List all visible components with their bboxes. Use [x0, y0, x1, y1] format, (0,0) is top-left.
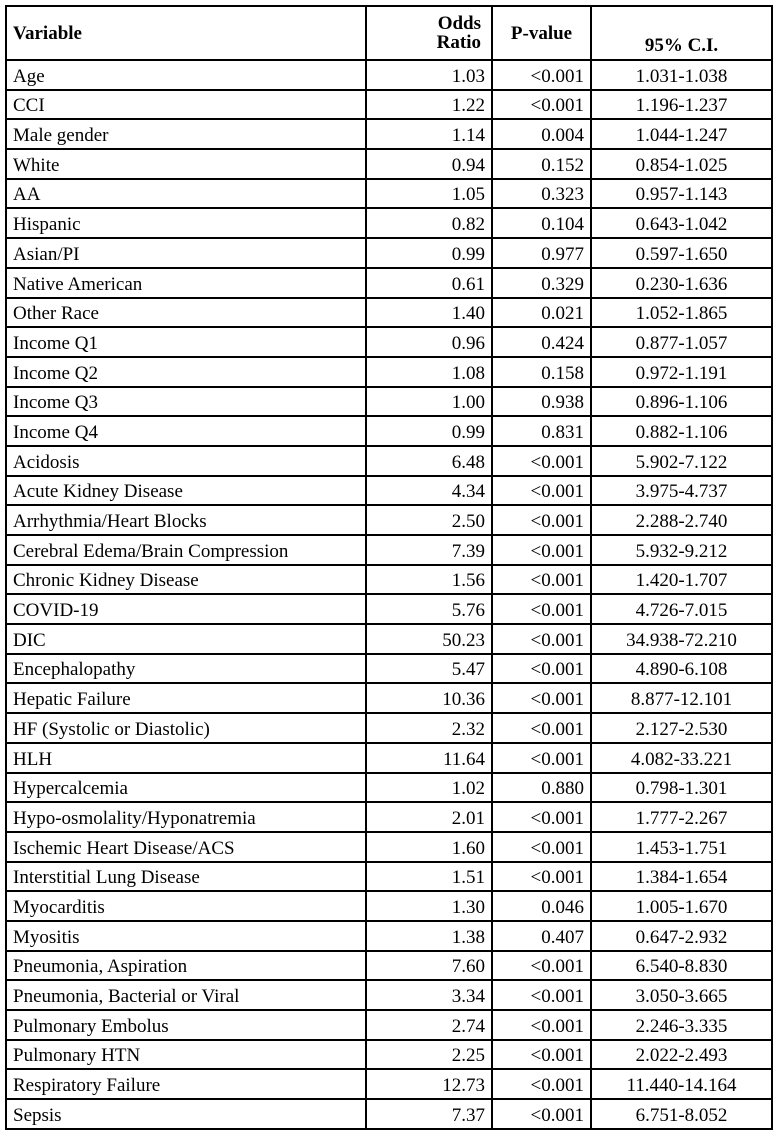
table-row [6, 208, 772, 238]
cell-ci: 2.022-2.493 [591, 1040, 772, 1070]
cell-variable: Income Q2 [6, 357, 366, 387]
table-row [6, 119, 772, 149]
cell-variable: Encephalopathy [6, 654, 366, 684]
table-row [6, 298, 772, 328]
cell-ci: 0.643-1.042 [591, 208, 772, 238]
cell-ci: 2.288-2.740 [591, 505, 772, 535]
table-row [6, 476, 772, 506]
cell-variable: Respiratory Failure [6, 1069, 366, 1099]
cell-variable: Interstitial Lung Disease [6, 862, 366, 892]
table-row [6, 624, 772, 654]
cell-odds-ratio: 1.02 [366, 773, 492, 803]
table-row [6, 773, 772, 803]
cell-p-value: 0.021 [492, 298, 591, 328]
table-row [6, 565, 772, 595]
cell-odds-ratio: 1.00 [366, 387, 492, 417]
header-ci-label: 95% C.I. [644, 35, 719, 56]
cell-variable: Other Race [6, 298, 366, 328]
table-row [6, 535, 772, 565]
header-odds-ratio-line2: Ratio [436, 32, 481, 53]
cell-variable: Male gender [6, 119, 366, 149]
cell-odds-ratio: 7.37 [366, 1099, 492, 1129]
cell-p-value: <0.001 [492, 535, 591, 565]
table-row [6, 327, 772, 357]
cell-odds-ratio: 7.60 [366, 951, 492, 981]
cell-ci: 8.877-12.101 [591, 683, 772, 713]
cell-odds-ratio: 0.82 [366, 208, 492, 238]
cell-p-value: 0.104 [492, 208, 591, 238]
cell-ci: 1.005-1.670 [591, 891, 772, 921]
cell-p-value: 0.329 [492, 268, 591, 298]
table-row [6, 1099, 772, 1129]
cell-variable: CCI [6, 90, 366, 120]
table-row [6, 891, 772, 921]
cell-p-value: 0.424 [492, 327, 591, 357]
cell-variable: HLH [6, 743, 366, 773]
cell-p-value: <0.001 [492, 594, 591, 624]
cell-ci: 2.246-3.335 [591, 1010, 772, 1040]
header-odds-ratio-line1: Odds [437, 13, 481, 34]
table-row [6, 980, 772, 1010]
table-row [6, 862, 772, 892]
cell-p-value: <0.001 [492, 713, 591, 743]
cell-odds-ratio: 0.99 [366, 416, 492, 446]
cell-variable: Myositis [6, 921, 366, 951]
table-row [6, 90, 772, 120]
table-row [6, 713, 772, 743]
cell-ci: 0.882-1.106 [591, 416, 772, 446]
table-row [6, 505, 772, 535]
table-row [6, 1040, 772, 1070]
cell-ci: 6.751-8.052 [591, 1099, 772, 1129]
cell-variable: Ischemic Heart Disease/ACS [6, 832, 366, 862]
cell-variable: Hypo-osmolality/Hyponatremia [6, 802, 366, 832]
cell-p-value: 0.004 [492, 119, 591, 149]
cell-odds-ratio: 1.22 [366, 90, 492, 120]
cell-variable: Pulmonary Embolus [6, 1010, 366, 1040]
cell-variable: COVID-19 [6, 594, 366, 624]
cell-ci: 11.440-14.164 [591, 1069, 772, 1099]
cell-odds-ratio: 5.47 [366, 654, 492, 684]
cell-ci: 4.890-6.108 [591, 654, 772, 684]
cell-p-value: 0.831 [492, 416, 591, 446]
cell-variable: Income Q3 [6, 387, 366, 417]
cell-variable: Pulmonary HTN [6, 1040, 366, 1070]
cell-p-value: 0.938 [492, 387, 591, 417]
cell-p-value: <0.001 [492, 1040, 591, 1070]
cell-ci: 0.972-1.191 [591, 357, 772, 387]
cell-p-value: <0.001 [492, 683, 591, 713]
cell-variable: Hepatic Failure [6, 683, 366, 713]
cell-variable: Hypercalcemia [6, 773, 366, 803]
cell-variable: Hispanic [6, 208, 366, 238]
cell-p-value: <0.001 [492, 980, 591, 1010]
table-row [6, 921, 772, 951]
cell-odds-ratio: 2.25 [366, 1040, 492, 1070]
table-row [6, 387, 772, 417]
cell-p-value: 0.158 [492, 357, 591, 387]
cell-p-value: 0.152 [492, 149, 591, 179]
cell-ci: 1.453-1.751 [591, 832, 772, 862]
cell-variable: AA [6, 179, 366, 209]
cell-ci: 0.877-1.057 [591, 327, 772, 357]
cell-variable: Sepsis [6, 1099, 366, 1129]
cell-ci: 34.938-72.210 [591, 624, 772, 654]
cell-odds-ratio: 10.36 [366, 683, 492, 713]
cell-odds-ratio: 2.32 [366, 713, 492, 743]
cell-odds-ratio: 1.40 [366, 298, 492, 328]
cell-p-value: <0.001 [492, 446, 591, 476]
cell-variable: Chronic Kidney Disease [6, 565, 366, 595]
cell-ci: 1.196-1.237 [591, 90, 772, 120]
cell-odds-ratio: 7.39 [366, 535, 492, 565]
cell-ci: 0.647-2.932 [591, 921, 772, 951]
cell-ci: 1.777-2.267 [591, 802, 772, 832]
cell-odds-ratio: 6.48 [366, 446, 492, 476]
cell-variable: Asian/PI [6, 238, 366, 268]
table-body [6, 60, 772, 1129]
cell-p-value: <0.001 [492, 505, 591, 535]
cell-ci: 2.127-2.530 [591, 713, 772, 743]
table-row [6, 594, 772, 624]
table-row [6, 951, 772, 981]
table-row [6, 416, 772, 446]
table-row [6, 802, 772, 832]
table-row [6, 743, 772, 773]
cell-variable: Native American [6, 268, 366, 298]
cell-odds-ratio: 0.99 [366, 238, 492, 268]
cell-p-value: 0.046 [492, 891, 591, 921]
cell-ci: 0.230-1.636 [591, 268, 772, 298]
table-row [6, 238, 772, 268]
cell-odds-ratio: 2.01 [366, 802, 492, 832]
cell-variable: Acute Kidney Disease [6, 476, 366, 506]
cell-odds-ratio: 50.23 [366, 624, 492, 654]
cell-ci: 1.384-1.654 [591, 862, 772, 892]
cell-odds-ratio: 12.73 [366, 1069, 492, 1099]
cell-odds-ratio: 4.34 [366, 476, 492, 506]
table-row [6, 1010, 772, 1040]
cell-variable: HF (Systolic or Diastolic) [6, 713, 366, 743]
cell-odds-ratio: 2.74 [366, 1010, 492, 1040]
cell-p-value: <0.001 [492, 476, 591, 506]
header-p-value [492, 6, 591, 60]
table-row [6, 60, 772, 90]
cell-ci: 3.050-3.665 [591, 980, 772, 1010]
cell-ci: 4.082-33.221 [591, 743, 772, 773]
cell-ci: 6.540-8.830 [591, 951, 772, 981]
cell-variable: White [6, 149, 366, 179]
cell-odds-ratio: 1.56 [366, 565, 492, 595]
cell-variable: Pneumonia, Bacterial or Viral [6, 980, 366, 1010]
cell-odds-ratio: 1.38 [366, 921, 492, 951]
table-row [6, 268, 772, 298]
cell-ci: 3.975-4.737 [591, 476, 772, 506]
cell-p-value: 0.323 [492, 179, 591, 209]
cell-p-value: 0.407 [492, 921, 591, 951]
cell-odds-ratio: 5.76 [366, 594, 492, 624]
cell-odds-ratio: 1.60 [366, 832, 492, 862]
cell-odds-ratio: 3.34 [366, 980, 492, 1010]
cell-ci: 5.932-9.212 [591, 535, 772, 565]
cell-p-value: <0.001 [492, 1099, 591, 1129]
cell-odds-ratio: 1.30 [366, 891, 492, 921]
cell-p-value: <0.001 [492, 832, 591, 862]
cell-ci: 0.896-1.106 [591, 387, 772, 417]
cell-p-value: <0.001 [492, 862, 591, 892]
cell-p-value: <0.001 [492, 951, 591, 981]
cell-odds-ratio: 2.50 [366, 505, 492, 535]
table-row [6, 179, 772, 209]
odds-ratio-table [5, 5, 773, 1130]
cell-p-value: <0.001 [492, 743, 591, 773]
cell-p-value: <0.001 [492, 1010, 591, 1040]
cell-p-value: <0.001 [492, 1069, 591, 1099]
cell-ci: 0.597-1.650 [591, 238, 772, 268]
cell-p-value: 0.977 [492, 238, 591, 268]
cell-ci: 0.798-1.301 [591, 773, 772, 803]
cell-odds-ratio: 1.03 [366, 60, 492, 90]
table-row [6, 1069, 772, 1099]
table-row [6, 357, 772, 387]
cell-ci: 0.957-1.143 [591, 179, 772, 209]
header-ci [591, 6, 772, 60]
cell-odds-ratio: 0.94 [366, 149, 492, 179]
header-row [6, 6, 772, 60]
cell-variable: Acidosis [6, 446, 366, 476]
cell-variable: Age [6, 60, 366, 90]
header-variable-label: Variable [13, 22, 82, 44]
cell-ci: 1.052-1.865 [591, 298, 772, 328]
cell-p-value: <0.001 [492, 654, 591, 684]
cell-variable: Arrhythmia/Heart Blocks [6, 505, 366, 535]
table-row [6, 683, 772, 713]
table-row [6, 149, 772, 179]
cell-odds-ratio: 0.96 [366, 327, 492, 357]
cell-ci: 1.031-1.038 [591, 60, 772, 90]
cell-variable: Cerebral Edema/Brain Compression [6, 535, 366, 565]
header-odds-ratio [366, 6, 492, 60]
cell-p-value: <0.001 [492, 802, 591, 832]
cell-ci: 0.854-1.025 [591, 149, 772, 179]
cell-odds-ratio: 1.08 [366, 357, 492, 387]
cell-variable: DIC [6, 624, 366, 654]
cell-ci: 1.044-1.247 [591, 119, 772, 149]
cell-variable: Myocarditis [6, 891, 366, 921]
table-row [6, 446, 772, 476]
cell-odds-ratio: 1.14 [366, 119, 492, 149]
cell-p-value: <0.001 [492, 90, 591, 120]
table-row [6, 654, 772, 684]
cell-p-value: <0.001 [492, 565, 591, 595]
cell-ci: 1.420-1.707 [591, 565, 772, 595]
table-row [6, 832, 772, 862]
cell-variable: Income Q4 [6, 416, 366, 446]
cell-ci: 4.726-7.015 [591, 594, 772, 624]
cell-p-value: 0.880 [492, 773, 591, 803]
cell-odds-ratio: 0.61 [366, 268, 492, 298]
table-header [6, 6, 772, 60]
cell-odds-ratio: 1.51 [366, 862, 492, 892]
header-variable [6, 6, 366, 60]
header-p-value-label: P-value [510, 22, 573, 44]
cell-variable: Pneumonia, Aspiration [6, 951, 366, 981]
cell-variable: Income Q1 [6, 327, 366, 357]
cell-p-value: <0.001 [492, 624, 591, 654]
cell-odds-ratio: 1.05 [366, 179, 492, 209]
cell-ci: 5.902-7.122 [591, 446, 772, 476]
cell-odds-ratio: 11.64 [366, 743, 492, 773]
cell-p-value: <0.001 [492, 60, 591, 90]
